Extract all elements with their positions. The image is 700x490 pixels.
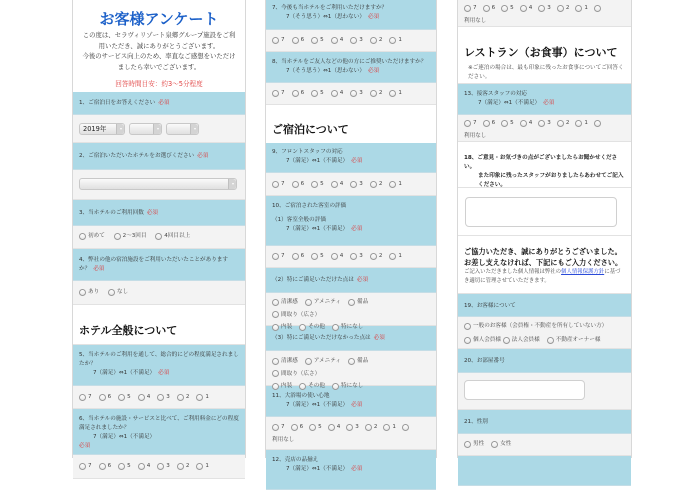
radio-icon	[331, 37, 338, 44]
radio-icon	[272, 181, 279, 188]
radio-4-plus[interactable]: 4回目以上	[155, 231, 190, 241]
rating-3[interactable]: 3	[350, 88, 363, 98]
required-badge: 必須	[197, 153, 209, 159]
rating-3[interactable]: 3	[157, 392, 170, 402]
rating-2[interactable]: 2	[177, 392, 190, 402]
chevron-down-icon	[157, 128, 159, 130]
radio-icon	[331, 90, 338, 97]
rating-4[interactable]: 4	[331, 251, 344, 261]
answer-10-3	[266, 351, 436, 389]
check-interior[interactable]: 内装	[272, 322, 292, 332]
rating-4[interactable]: 4	[520, 118, 533, 128]
year-select[interactable]: 2019年	[79, 123, 125, 135]
rating-not-used[interactable]	[594, 5, 603, 12]
check-layout[interactable]: 間取り（広さ）	[272, 369, 320, 379]
rating-2[interactable]: 2	[370, 35, 383, 45]
required-badge: 必須	[146, 210, 159, 216]
rating-5[interactable]: 5	[118, 461, 131, 471]
chevron-down-icon	[232, 183, 234, 185]
radio-icon	[501, 120, 508, 127]
answer-4	[73, 281, 245, 305]
question-3: 3、当ホテルのご利用回数 必須	[73, 200, 245, 226]
radio-icon	[311, 253, 318, 260]
radio-icon	[520, 5, 527, 12]
rating-6[interactable]: 6	[99, 461, 112, 471]
radio-icon	[575, 120, 582, 127]
check-interior[interactable]: 内装	[272, 381, 292, 391]
rating-5[interactable]: 5	[311, 88, 324, 98]
radio-icon	[332, 383, 339, 390]
rating-4[interactable]: 4	[138, 392, 151, 402]
radio-icon	[291, 424, 298, 431]
rating-6[interactable]: 6	[483, 3, 496, 13]
rating-4[interactable]: 4	[520, 3, 533, 13]
radio-icon	[501, 5, 508, 12]
required-badge: 必須	[79, 443, 91, 449]
question-10: 10、ご宿泊された客室の評価 （1）客室全般の評価 7（満足）⇔1（不満足） 必須	[266, 196, 436, 246]
radio-icon	[272, 370, 279, 377]
radio-icon	[79, 463, 86, 470]
section-restaurant: レストラン（お食事）について ※ご連泊の場合は、最も印象に残ったお食事についてご回答ください。	[458, 27, 631, 84]
answer-20	[458, 373, 631, 410]
radio-individual-member[interactable]: 個人会員様	[464, 335, 501, 346]
rating-5[interactable]: 5	[501, 3, 514, 13]
rating-2[interactable]: 2	[370, 179, 383, 189]
question-1: 1、ご宿泊日をお答えください 必須	[73, 92, 245, 115]
rating-4[interactable]: 4	[331, 179, 344, 189]
radio-icon	[594, 120, 601, 127]
radio-icon	[547, 337, 554, 344]
radio-icon	[272, 253, 279, 260]
radio-icon	[299, 324, 306, 331]
radio-icon	[331, 253, 338, 260]
question-21: 21、性別	[458, 410, 631, 434]
radio-icon	[538, 120, 545, 127]
required-badge: 必須	[351, 158, 363, 164]
radio-icon	[370, 37, 377, 44]
radio-icon	[114, 233, 121, 240]
required-badge: 必須	[158, 100, 170, 106]
answer-21	[458, 434, 631, 456]
rating-3[interactable]: 3	[538, 3, 551, 13]
rating-7[interactable]: 7	[272, 251, 285, 261]
radio-icon	[138, 394, 145, 401]
required-badge: 必須	[373, 335, 385, 341]
rating-7[interactable]: 7	[272, 88, 285, 98]
radio-icon	[350, 253, 357, 260]
radio-icon	[272, 311, 279, 318]
check-layout[interactable]: 間取り（広さ）	[272, 310, 320, 320]
question-11: 11、大浴場の使い心地 7（満足）⇔1（不満足） 必須	[266, 386, 436, 417]
radio-icon	[272, 424, 279, 431]
rating-3[interactable]: 3	[346, 422, 359, 432]
check-amenity[interactable]: アメニティ	[305, 297, 341, 307]
radio-icon	[389, 90, 396, 97]
rating-not-used[interactable]	[402, 424, 411, 431]
survey-panel-3	[457, 0, 632, 458]
radio-icon	[79, 233, 86, 240]
rating-5[interactable]: 5	[311, 251, 324, 261]
check-cleanliness[interactable]: 清潔感	[272, 356, 298, 366]
required-badge: 必須	[543, 100, 555, 106]
required-badge: 必須	[93, 266, 105, 272]
check-cleanliness[interactable]: 清潔感	[272, 297, 298, 307]
answer-18	[458, 188, 631, 236]
radio-icon	[464, 120, 471, 127]
question-10-2: （2）特にご満足いただけた点は 必須	[266, 268, 436, 293]
rating-2[interactable]: 2	[365, 422, 378, 432]
rating-7[interactable]: 7	[79, 392, 92, 402]
radio-icon	[79, 394, 86, 401]
question-7: 7、今後も当ホテルをご利用いただけますか？ 7（そう思う）⇔1（思わない） 必須	[266, 0, 436, 30]
answer-9	[266, 173, 436, 196]
radio-icon	[365, 424, 372, 431]
answer-11: 7 6 5 4 3 2 1 利用なし	[266, 417, 436, 450]
survey-panel-2	[265, 0, 437, 472]
rating-6[interactable]: 6	[483, 118, 496, 128]
answer-3	[73, 226, 245, 249]
radio-icon	[272, 358, 279, 365]
rating-1[interactable]: 1	[196, 392, 209, 402]
rating-7[interactable]: 7	[272, 35, 285, 45]
radio-first-time[interactable]: 初めて	[79, 231, 105, 241]
chevron-down-icon	[194, 128, 196, 130]
radio-icon	[464, 323, 471, 330]
room-number-input[interactable]	[464, 380, 585, 400]
radio-icon	[79, 289, 86, 296]
radio-icon	[157, 394, 164, 401]
rating-1[interactable]: 1	[389, 88, 402, 98]
radio-icon	[138, 463, 145, 470]
check-none[interactable]: 特になし	[332, 381, 363, 391]
required-badge: 必須	[351, 402, 363, 408]
required-badge: 必須	[351, 226, 363, 232]
radio-icon	[157, 463, 164, 470]
privacy-policy-link[interactable]: 個人情報保護方針	[561, 269, 605, 275]
rating-7[interactable]: 7	[272, 422, 285, 432]
answer-5	[73, 386, 245, 409]
rating-2[interactable]: 2	[557, 118, 570, 128]
radio-icon	[348, 358, 355, 365]
radio-icon	[196, 463, 203, 470]
radio-female[interactable]: 女性	[491, 439, 511, 449]
radio-male[interactable]: 男性	[464, 439, 484, 449]
check-equipment[interactable]: 備品	[348, 356, 368, 366]
radio-icon	[464, 441, 471, 448]
radio-icon	[177, 463, 184, 470]
radio-icon	[332, 324, 339, 331]
rating-1[interactable]: 1	[389, 251, 402, 261]
next-question-header	[458, 456, 631, 486]
rating-6[interactable]: 6	[292, 88, 305, 98]
rating-1[interactable]: 1	[575, 3, 588, 13]
check-amenity[interactable]: アメニティ	[305, 356, 341, 366]
required-badge: 必須	[367, 68, 380, 74]
intro-text: この度は、セラヴィリゾート泉郷グループ施設をご利 用いただき、誠にありがとうございます。 今後のサービス向上のため、率直なご感想をいただけ ましたら幸いでございます。	[82, 31, 236, 71]
rating-5[interactable]: 5	[311, 35, 324, 45]
radio-icon	[328, 424, 335, 431]
radio-icon	[557, 5, 564, 12]
radio-icon	[557, 120, 564, 127]
radio-icon	[389, 253, 396, 260]
radio-icon	[383, 424, 390, 431]
question-10-3: （3）特にご満足いただけなかった点は 必須	[266, 326, 436, 351]
rating-7[interactable]: 7	[79, 461, 92, 471]
radio-icon	[350, 37, 357, 44]
radio-no[interactable]: なし	[108, 287, 128, 297]
rating-5[interactable]: 5	[311, 179, 324, 189]
rating-2[interactable]: 2	[370, 251, 383, 261]
thanks-block: ご協力いただき、誠にありがとうございました。 お差し支えなければ、下記にもご入力ください。 ご記入いただきました個人情報は弊社の個人情報保護方針に基づき適切に管理させていただきます。	[458, 236, 631, 294]
check-other[interactable]: その他	[299, 322, 325, 332]
hotel-select[interactable]	[79, 178, 237, 190]
radio-icon	[594, 5, 601, 12]
radio-icon	[348, 299, 355, 306]
check-none[interactable]: 特になし	[332, 322, 363, 332]
radio-icon	[299, 383, 306, 390]
radio-icon	[491, 441, 498, 448]
answer-8	[266, 83, 436, 105]
rating-not-used[interactable]	[594, 120, 603, 127]
radio-icon	[503, 337, 510, 344]
rating-3[interactable]: 3	[350, 179, 363, 189]
rating-4[interactable]: 4	[328, 422, 341, 432]
month-select[interactable]	[129, 123, 162, 135]
question-9: 9、フロントスタッフの対応 7（満足）⇔1（不満足） 必須	[266, 143, 436, 173]
radio-icon	[155, 233, 162, 240]
rating-6[interactable]: 6	[292, 35, 305, 45]
radio-2-3-times[interactable]: 2〜3回目	[114, 231, 147, 241]
rating-1[interactable]: 1	[575, 118, 588, 128]
radio-icon	[118, 463, 125, 470]
radio-icon	[108, 289, 115, 296]
answer-1	[73, 115, 245, 143]
question-12: 12、売店の品揃え 7（満足）⇔1（不満足） 必須	[266, 450, 436, 490]
radio-icon	[402, 424, 409, 431]
section-hotel-general: ホテル全般について	[73, 305, 245, 345]
rating-3[interactable]: 3	[350, 35, 363, 45]
question-13: 13、接客スタッフの対応 7（満足）⇔1（不満足） 必須	[458, 84, 631, 115]
radio-icon	[464, 5, 471, 12]
radio-icon	[575, 5, 582, 12]
radio-icon	[309, 424, 316, 431]
rating-1[interactable]: 1	[383, 422, 396, 432]
question-4: 4、弊社の他の宿泊施設をご利用いただいたことがありますか？ 必須	[73, 249, 245, 281]
rating-4[interactable]: 4	[331, 88, 344, 98]
radio-icon	[272, 383, 279, 390]
radio-icon	[483, 5, 490, 12]
required-badge: 必須	[158, 370, 170, 376]
question-20: 20、お部屋番号	[458, 349, 631, 373]
radio-icon	[292, 90, 299, 97]
answer-13: 7 6 5 4 3 2 1 利用なし	[458, 115, 631, 142]
radio-icon	[272, 299, 279, 306]
radio-icon	[464, 337, 471, 344]
answer-2	[73, 170, 245, 200]
radio-icon	[99, 463, 106, 470]
rating-1[interactable]: 1	[196, 461, 209, 471]
question-2: 2、ご宿泊いただいたホテルをお選びください 必須	[73, 143, 245, 170]
answer-7	[266, 30, 436, 52]
radio-icon	[292, 37, 299, 44]
answer-12: 7 6 5 4 3 2 1 利用なし	[458, 0, 631, 27]
rating-6[interactable]: 6	[292, 251, 305, 261]
radio-icon	[311, 181, 318, 188]
rating-7[interactable]: 7	[464, 118, 477, 128]
radio-icon	[350, 90, 357, 97]
radio-icon	[483, 120, 490, 127]
radio-icon	[272, 90, 279, 97]
rating-4[interactable]: 4	[331, 35, 344, 45]
rating-6[interactable]: 6	[99, 392, 112, 402]
radio-icon	[311, 90, 318, 97]
rating-3[interactable]: 3	[157, 461, 170, 471]
answer-10-2	[266, 293, 436, 330]
rating-2[interactable]: 2	[177, 461, 190, 471]
rating-7[interactable]: 7	[464, 3, 477, 13]
question-8: 8、当ホテルをご友人などの他の方にご推奨いただけますか？ 7（そう思う）⇔1（思わない） 必須	[266, 52, 436, 83]
radio-icon	[99, 394, 106, 401]
radio-yes[interactable]: あり	[79, 287, 99, 297]
rating-5[interactable]: 5	[118, 392, 131, 402]
radio-icon	[370, 90, 377, 97]
rating-6[interactable]: 6	[291, 422, 304, 432]
time-estimate: 回答時間目安：約3〜5分程度	[115, 80, 203, 88]
rating-3[interactable]: 3	[538, 118, 551, 128]
radio-icon	[370, 181, 377, 188]
radio-icon	[520, 120, 527, 127]
rating-6[interactable]: 6	[292, 179, 305, 189]
question-18: 18、ご意見・お気づきの点がございましたらお聞かせください。 また印象に残ったスタッフがおりましたらあわせてご記入ください。	[458, 142, 631, 188]
radio-icon	[305, 358, 312, 365]
radio-icon	[370, 253, 377, 260]
chevron-down-icon	[120, 128, 122, 130]
radio-icon	[292, 181, 299, 188]
radio-icon	[346, 424, 353, 431]
answer-19	[458, 317, 631, 349]
radio-icon	[305, 299, 312, 306]
required-badge: 必須	[367, 14, 380, 20]
radio-icon	[389, 37, 396, 44]
rating-2[interactable]: 2	[557, 3, 570, 13]
rating-4[interactable]: 4	[138, 461, 151, 471]
radio-corporate-member[interactable]: 法人会員様	[503, 335, 540, 346]
answer-10-1	[266, 246, 436, 268]
question-19: 19、お客様について	[458, 294, 631, 317]
radio-icon	[196, 394, 203, 401]
rating-3[interactable]: 3	[350, 251, 363, 261]
radio-icon	[292, 253, 299, 260]
comments-textarea[interactable]	[465, 197, 617, 227]
required-badge: 必須	[356, 277, 369, 283]
section-stay: ご宿泊について	[266, 105, 436, 143]
day-select[interactable]	[166, 123, 199, 135]
rating-1[interactable]: 1	[389, 35, 402, 45]
radio-icon	[311, 37, 318, 44]
radio-icon	[350, 181, 357, 188]
radio-icon	[538, 5, 545, 12]
radio-general-guest[interactable]: 一般のお客様（会員権・不動産を所有していない方）	[464, 321, 607, 332]
rating-1[interactable]: 1	[389, 179, 402, 189]
rating-7[interactable]: 7	[272, 179, 285, 189]
answer-6	[73, 455, 245, 479]
required-badge: 必須	[351, 466, 363, 472]
survey-panel-1	[72, 0, 246, 469]
rating-5[interactable]: 5	[501, 118, 514, 128]
radio-icon	[177, 394, 184, 401]
radio-property-owner[interactable]: 不動産オーナー様	[547, 335, 601, 346]
radio-icon	[389, 181, 396, 188]
radio-icon	[272, 37, 279, 44]
radio-icon	[331, 181, 338, 188]
question-5: 5、当ホテルのご利用を通して、総合的にどの程度満足されましたか？ 7（満足）⇔1（不満足） 必須	[73, 345, 245, 386]
radio-icon	[272, 324, 279, 331]
check-equipment[interactable]: 備品	[348, 297, 368, 307]
page-title: お客様アンケート	[99, 10, 219, 28]
rating-2[interactable]: 2	[370, 88, 383, 98]
question-6: 6、当ホテルの施設・サービスと比べて、ご利用料金にどの程度満足されましたか？ 7（満足）⇔1（不満足） 必須	[73, 409, 245, 455]
rating-5[interactable]: 5	[309, 422, 322, 432]
check-other[interactable]: その他	[299, 381, 325, 391]
radio-icon	[118, 394, 125, 401]
